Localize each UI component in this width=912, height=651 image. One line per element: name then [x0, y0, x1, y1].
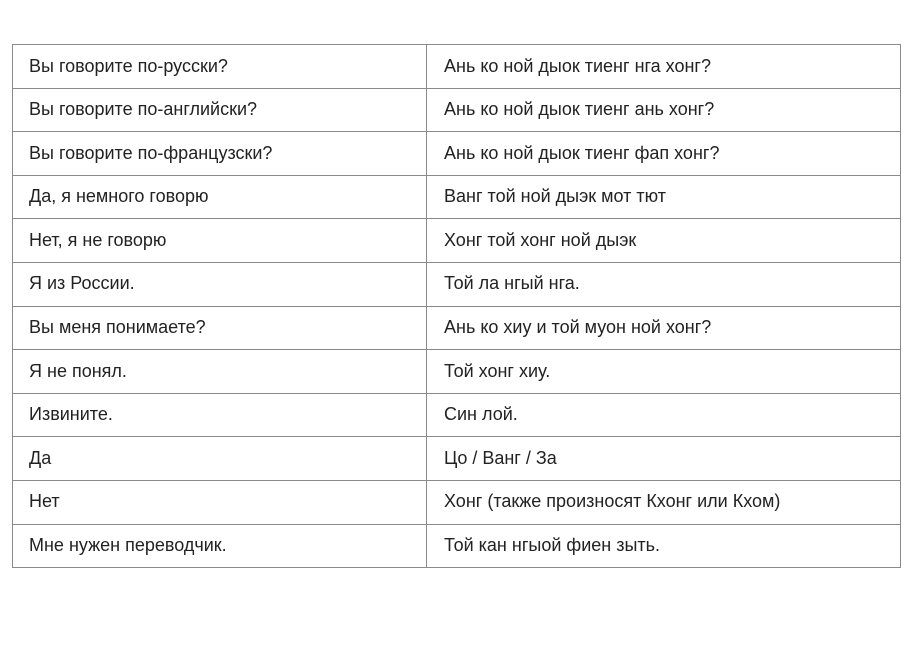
russian-phrase-cell: Я не понял. [13, 350, 427, 394]
table-row [13, 306, 901, 350]
vietnamese-phrase-cell: Ань ко ной дыок тиенг ань хонг? [427, 88, 901, 132]
russian-phrase-cell: Извините. [13, 393, 427, 437]
russian-phrase-cell: Нет [13, 480, 427, 524]
table-row [13, 88, 901, 132]
vietnamese-phrase-cell: Син лой. [427, 393, 901, 437]
vietnamese-phrase-cell: Ань ко ной дыок тиенг нга хонг? [427, 45, 901, 89]
russian-phrase-cell: Вы меня понимаете? [13, 306, 427, 350]
vietnamese-phrase-cell: Хонг (также произносят Кхонг или Кхом) [427, 480, 901, 524]
table-row [13, 480, 901, 524]
phrase-table [12, 44, 901, 568]
vietnamese-phrase-cell: Цо / Ванг / За [427, 437, 901, 481]
russian-phrase-cell: Да, я немного говорю [13, 175, 427, 219]
vietnamese-phrase-cell: Той ла нгый нга. [427, 262, 901, 306]
russian-phrase-cell: Да [13, 437, 427, 481]
russian-phrase-cell: Вы говорите по-французски? [13, 132, 427, 176]
vietnamese-phrase-cell: Ванг той ной дыэк мот тют [427, 175, 901, 219]
russian-phrase-cell: Мне нужен переводчик. [13, 524, 427, 568]
vietnamese-phrase-cell: Ань ко хиу и той муон ной хонг? [427, 306, 901, 350]
table-row [13, 262, 901, 306]
vietnamese-phrase-cell: Ань ко ной дыок тиенг фап хонг? [427, 132, 901, 176]
russian-phrase-cell: Я из России. [13, 262, 427, 306]
table-row [13, 524, 901, 568]
table-row [13, 132, 901, 176]
russian-phrase-cell: Вы говорите по-английски? [13, 88, 427, 132]
table-row [13, 219, 901, 263]
table-row [13, 175, 901, 219]
vietnamese-phrase-cell: Хонг той хонг ной дыэк [427, 219, 901, 263]
table-row [13, 393, 901, 437]
table-row [13, 45, 901, 89]
russian-phrase-cell: Вы говорите по-русски? [13, 45, 427, 89]
table-row [13, 437, 901, 481]
table-row [13, 350, 901, 394]
russian-phrase-cell: Нет, я не говорю [13, 219, 427, 263]
vietnamese-phrase-cell: Той хонг хиу. [427, 350, 901, 394]
vietnamese-phrase-cell: Той кан нгыой фиен зыть. [427, 524, 901, 568]
